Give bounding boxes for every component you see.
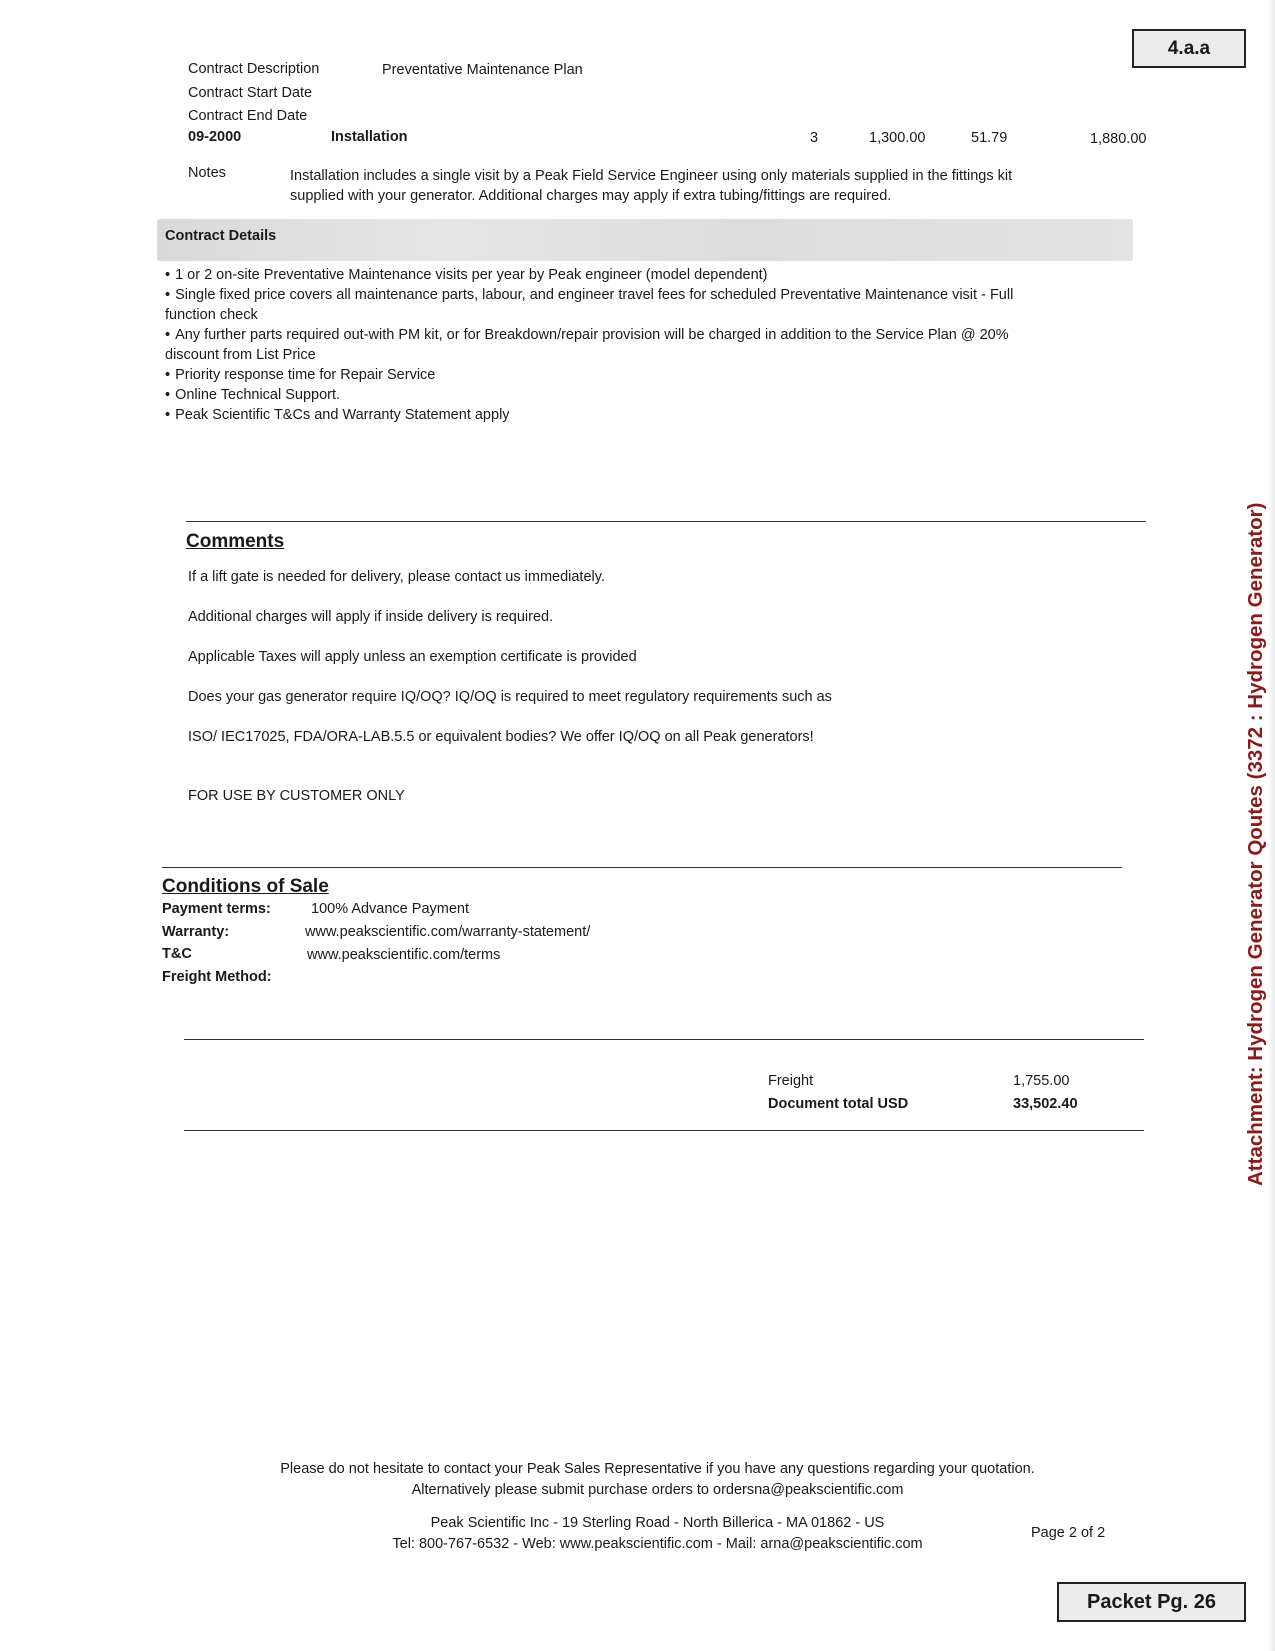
contract-description-label: Contract Description [188, 61, 320, 77]
comment-line-2: Additional charges will apply if inside delivery is required. [188, 609, 554, 625]
list-item: • 1 or 2 on-site Preventative Maintenance visits per year by Peak engineer (model dependent) [165, 267, 768, 283]
document-total-label: Document total USD [768, 1096, 909, 1112]
comment-line-1: If a lift gate is needed for delivery, please contact us immediately. [188, 569, 605, 585]
notes-line-1: Installation includes a single visit by a Peak Field Service Engineer using only materials supplied in the fittings kit [290, 168, 1013, 184]
line-item-qty: 3 [810, 130, 819, 146]
contract-details-list [165, 265, 1065, 425]
line-item-unit-price: 1,300.00 [869, 130, 926, 146]
contract-details-heading: Contract Details [165, 228, 277, 244]
totals-top-rule [184, 1039, 1144, 1040]
contract-start-label: Contract Start Date [188, 85, 313, 101]
page-edge-shadow [1268, 0, 1275, 1651]
conditions-top-rule [162, 867, 1122, 868]
comment-line-5: ISO/ IEC17025, FDA/ORA-LAB.5.5 or equivalent bodies? We offer IQ/OQ on all Peak generators! [188, 729, 814, 745]
warranty-link[interactable]: www.peakscientific.com/warranty-statement/ [305, 924, 591, 940]
list-item: • Online Technical Support. [165, 387, 341, 403]
list-item: • Single fixed price covers all maintenance parts, labour, and engineer travel fees for scheduled Preventative Maintenance visit - Full function check [165, 287, 1014, 323]
freight-method-label: Freight Method: [162, 969, 272, 985]
list-item: • Priority response time for Repair Service [165, 367, 436, 383]
footer-contact-line-2: Alternatively please submit purchase orders to ordersna@peakscientific.com [411, 1482, 904, 1498]
notes-line-2: supplied with your generator. Additional charges may apply if extra tubing/fittings are required. [290, 188, 892, 204]
page-number: Page 2 of 2 [1031, 1525, 1106, 1541]
conditions-heading: Conditions of Sale [162, 876, 329, 897]
tc-link[interactable]: www.peakscientific.com/terms [307, 947, 501, 963]
comment-line-6: FOR USE BY CUSTOMER ONLY [188, 788, 405, 804]
line-item-code: 09-2000 [188, 129, 242, 145]
line-item-discount: 51.79 [971, 130, 1008, 146]
document-total-value: 33,502.40 [1013, 1096, 1078, 1112]
side-attachment-label: Attachment: Hydrogen Generator Qoutes (3372 : Hydrogen Generator) [1244, 502, 1267, 1186]
comments-heading: Comments [186, 531, 285, 552]
packet-page-badge: Packet Pg. 26 [1057, 1582, 1246, 1622]
payment-terms-label: Payment terms: [162, 901, 271, 917]
payment-terms-value: 100% Advance Payment [311, 901, 469, 917]
footer-contact-details: Tel: 800-767-6532 - Web: www.peakscientific.com - Mail: arna@peakscientific.com [392, 1536, 923, 1552]
comments-top-rule [186, 521, 1146, 522]
notes-label: Notes [188, 165, 226, 181]
contract-details-band [157, 219, 1133, 261]
contract-end-label: Contract End Date [188, 108, 308, 124]
freight-value: 1,755.00 [1013, 1073, 1070, 1089]
comment-line-3: Applicable Taxes will apply unless an exemption certificate is provided [188, 649, 637, 665]
footer-contact-line-1: Please do not hesitate to contact your Peak Sales Representative if you have any questions regarding your quotation. [280, 1461, 1035, 1477]
list-item: • Peak Scientific T&Cs and Warranty Statement apply [165, 407, 510, 423]
list-item: • Any further parts required out-with PM kit, or for Breakdown/repair provision will be charged in addition to the Service Plan @ 20% discount from List Price [165, 327, 1009, 363]
attachment-number-badge: 4.a.a [1132, 29, 1246, 68]
footer-address: Peak Scientific Inc - 19 Sterling Road - North Billerica - MA 01862 - US [430, 1515, 885, 1531]
warranty-label: Warranty: [162, 924, 230, 940]
line-item-name: Installation [331, 129, 408, 145]
comment-line-4: Does your gas generator require IQ/OQ? IQ/OQ is required to meet regulatory requirements such as [188, 689, 832, 705]
contract-description-value: Preventative Maintenance Plan [382, 62, 583, 78]
line-item-total: 1,880.00 [1090, 131, 1147, 147]
totals-bottom-rule [184, 1130, 1144, 1131]
tc-label: T&C [162, 946, 192, 962]
freight-label: Freight [768, 1073, 814, 1089]
